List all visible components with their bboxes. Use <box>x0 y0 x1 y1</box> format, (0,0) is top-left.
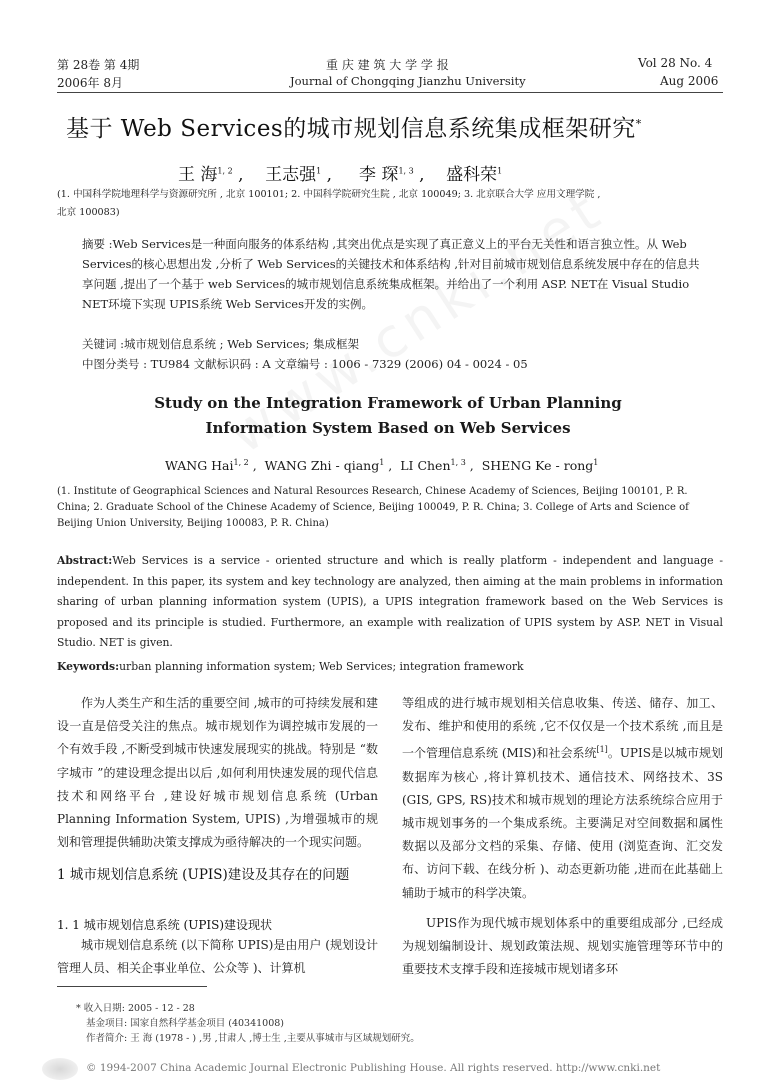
keywords-en <box>57 657 524 678</box>
body-right-para2: UPIS作为现代城市规划体系中的重要组成部分 ,已经成为规划编制设计、规划政策法规、规划实施管理等环节中的重要技术支撑手段和连接城市规划诸多环 <box>402 916 723 977</box>
author-2-sup: 1 <box>316 166 322 176</box>
author-en-2-sup: 1 <box>379 458 385 467</box>
affiliation-cn-line1: (1. 中国科学院地理科学与资源研究所 , 北京 100101; 2. 中国科学院研究生院 , 北京 100049; 3. 北京联合大学 应用文理学院 , <box>57 189 601 200</box>
volume-cn: 第 28卷 第 4期 <box>57 58 140 72</box>
abstract-en-label: Abstract: <box>57 554 113 567</box>
footnote-rule <box>57 986 207 987</box>
date-cn: 2006年 8月 <box>57 76 123 90</box>
footnote-author: 作者简介: 王 海 (1978 - ) ,男 ,甘肃人 ,博士生 ,主要从事城市与区域规划研究。 <box>86 1033 420 1044</box>
author-en-2: WANG Zhi - qiang <box>264 458 380 474</box>
abstract-cn: 摘要 :Web Services是一种面向服务的体系结构 ,其突出优点是实现了真正意义上的平台无关性和语言独立性。从 Web Services的核心思想出发 ,分析了 Web Services的关键技术和体系结构 ,针对目前城市规划信息系统发展中存在的信息共享问题 ,提出了一个基于 web Services的城市规划信息系统集成框架。并给出了一个利用 ASP. NET在 Visual Studio NET环境下实现 UPIS系统 Web Services开发的实例。 <box>82 237 700 311</box>
author-3: 李 琛 <box>359 165 399 185</box>
author-1-sup: 1, 2 <box>217 166 233 176</box>
classification-cn: 中图分类号 : TU984 文献标识码 : A 文章编号 : 1006 - 7329 (2006) 04 - 0024 - 05 <box>82 357 528 371</box>
authors-cn: 王 海$^{1, 2}$ , 王志强$^1$ , 李 琛$^{1, 3}$ , 盛科荣$^1$ <box>178 165 503 185</box>
body-left-para2: 城市规划信息系统 (以下简称 UPIS)是由用户 (规划设计管理人员、相关企事业单位、公众等 )、计算机 <box>57 938 378 976</box>
date-en: Aug 2006 <box>660 74 719 88</box>
affiliation-en: (1. Institute of Geographical Sciences and Natural Resources Research, Chinese Academy of Sciences, Beijing 100101, P. R. China; 2. Graduate School of the Chinese Academy of Science, Beijing 100049, P. R. China; 3. College of Arts and Science of Beijing Union University, Beijing 100083, P. R. China) <box>57 486 689 529</box>
journal-cn: 重 庆 建 筑 大 学 学 报 <box>326 58 449 72</box>
author-3-sup: 1, 3 <box>398 166 414 176</box>
author-en-4: SHENG Ke - rong <box>481 458 594 474</box>
footnote-received: * 收入日期: 2005 - 12 - 28 <box>76 1003 195 1014</box>
author-1: 王 海 <box>178 165 218 185</box>
author-en-4-sup: 1 <box>593 458 599 467</box>
keywords-en-text: urban planning information system; Web Services; integration framework <box>119 660 524 673</box>
title-footnote-mark: * <box>635 117 642 131</box>
volume-en: Vol 28 No. 4 <box>638 56 713 70</box>
journal-en: Journal of Chongqing Jianzhu University <box>290 74 526 88</box>
author-en-3-sup: 1, 3 <box>450 458 466 467</box>
paper-title <box>66 110 642 143</box>
keywords-cn: 关键词 :城市规划信息系统 ; Web Services; 集成框架 <box>82 337 359 351</box>
author-en-3: LI Chen <box>400 458 451 474</box>
header-rule <box>57 92 723 93</box>
author-4: 盛科荣 <box>446 165 498 185</box>
author-en-1: WANG Hai <box>165 458 234 474</box>
author-4-sup: 1 <box>497 166 503 176</box>
author-2: 王志强 <box>265 165 317 185</box>
cnki-logo-icon <box>42 1058 78 1080</box>
affiliation-cn-line2: 北京 100083) <box>57 207 120 218</box>
body-right-para1 <box>402 692 723 905</box>
body-right-para1-end: 。UPIS是以城市规划数据库为核心 ,将计算机技术、通信技术、网络技术、3S (GIS, GPS, RS)技术和城市规划的理论方法系统综合应用于城市规划事务的一个集成系统。主要满足对空间数据和属性数据以及部分文档的采集、存储、使用 (浏览查询、汇交发布、访问下载、在线分析 )、动态更新功能 ,进而在此基础上辅助于城市的科学决策。 <box>402 746 723 900</box>
footnote-fund: 基金项目: 国家自然科学基金项目 (40341008) <box>86 1018 285 1029</box>
abstract-en <box>57 551 723 654</box>
authors-en: WANG Hai$^{1, 2}$ , WANG Zhi - qiang$^1$ , LI Chen$^{1, 3}$ , SHENG Ke - rong$^1$ <box>165 458 599 474</box>
keywords-en-label: Keywords: <box>57 660 120 673</box>
title-en-line1: Study on the Integration Framework of Urban Planning <box>154 394 622 412</box>
subsection11-heading: 1. 1 城市规划信息系统 (UPIS)建设现状 <box>57 918 273 932</box>
section1-heading: 1 城市规划信息系统 (UPIS)建设及其存在的问题 <box>57 867 350 883</box>
author-en-1-sup: 1, 2 <box>233 458 249 467</box>
body-right-para1-text: 等组成的进行城市规划相关信息收集、传送、储存、加工、发布、维护和使用的系统 ,它不仅仅是一个技术系统 ,而且是一个管理信息系统 (MIS)和社会系统 <box>402 696 723 761</box>
copyright-line: © 1994-2007 China Academic Journal Electronic Publishing House. All rights reserved. http://www.cnki.net <box>86 1062 661 1074</box>
paper-title-text: 基于 Web Services的城市规划信息系统集成框架研究 <box>66 116 636 142</box>
citation-1[interactable]: [1] <box>596 745 608 755</box>
title-en-line2: Information System Based on Web Services <box>205 419 571 437</box>
body-left-para1: 作为人类生产和生活的重要空间 ,城市的可持续发展和建设一直是倍受关注的焦点。城市规划作为调控城市发展的一个有效手段 ,不断受到城市快速发展现实的挑战。特别是 “数字城市 ”的建设理念提出以后 ,如何利用快速发展的现代信息技术和网络平台 ,建设好城市规划信息系统 (Urban Planning Information System, UPIS) ,为增强城市的规划和管理提供辅助决策支撑成为亟待解决的一个现实问题。 <box>57 696 378 850</box>
abstract-en-text: Web Services is a service - oriented structure and which is really platform - independent and language - independent. In this paper, its system and key technology are analyzed, then aiming at the main problems in information sharing of urban planning information system (UPIS), a UPIS integration framework based on the Web Services is proposed and its principle is studied. Furthermore, an example with realization of UPIS system by ASP. NET in Visual Studio. NET is given. <box>57 554 723 649</box>
